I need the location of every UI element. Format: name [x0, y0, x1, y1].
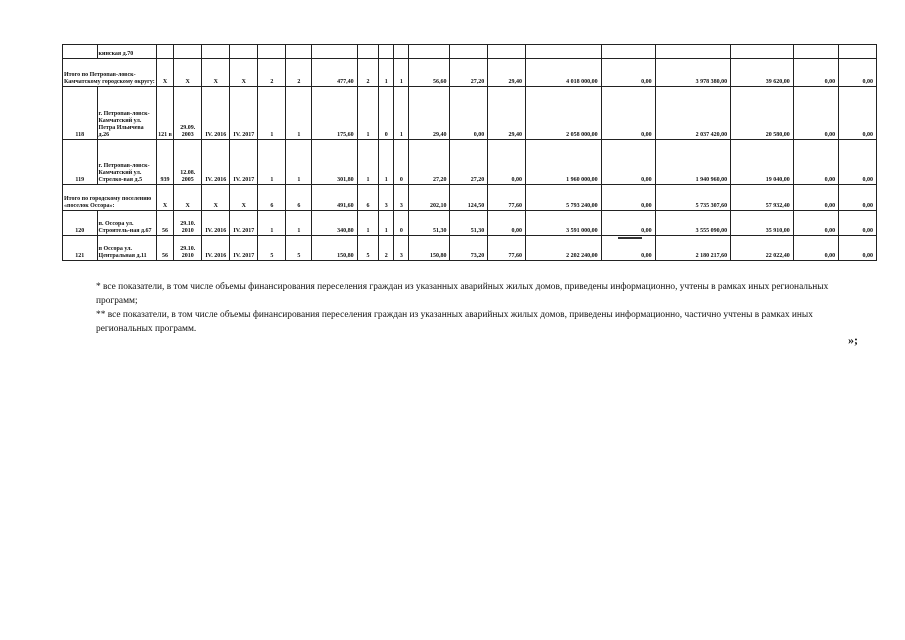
table-row — [63, 87, 877, 140]
table-cell: 29.09. 2003 — [174, 87, 202, 140]
table-cell: X — [230, 59, 258, 87]
table-cell: 301,80 — [312, 140, 357, 185]
table-cell: X — [202, 185, 230, 211]
table-cell: 0 — [394, 211, 409, 236]
table-cell: 20 580,00 — [731, 87, 794, 140]
table-cell: 0,00 — [793, 59, 838, 87]
footnote-1: * все показатели, в том числе объемы финансирования переселения граждан из указанных аварийных жилых домов, приведены информационно, учтены в рамках иных региональных программ; — [96, 282, 829, 306]
table-cell: 3 — [394, 236, 409, 261]
table-cell: 0,00 — [601, 236, 655, 261]
table-row — [63, 140, 877, 185]
table-cell: X — [174, 185, 202, 211]
table-cell: 2 — [258, 59, 286, 87]
table-cell: 57 932,40 — [731, 185, 794, 211]
table-cell: 0,00 — [793, 211, 838, 236]
table-cell: X — [156, 59, 173, 87]
table-cell: 1 — [394, 87, 409, 140]
scan-mark — [618, 237, 642, 239]
table-cell: 1 — [394, 59, 409, 87]
table-cell: 121 в — [156, 87, 173, 140]
table-cell: 56 — [156, 211, 173, 236]
closing-quote: »; — [848, 333, 858, 347]
table-cell: 6 — [258, 185, 286, 211]
table-cell: 29,40 — [488, 87, 526, 140]
table-cell: 3 978 380,00 — [655, 59, 731, 87]
table-cell: 0,00 — [839, 236, 877, 261]
table-cell: 175,60 — [312, 87, 357, 140]
table-cell: 0,00 — [488, 140, 526, 185]
table-cell: IV. 2016 — [202, 87, 230, 140]
table-cell: 6 — [286, 185, 312, 211]
table-cell: 2 202 240,00 — [526, 236, 602, 261]
table-cell: 5 — [357, 236, 379, 261]
table-cell: 1 — [357, 140, 379, 185]
table-cell: 29,40 — [488, 59, 526, 87]
table-cell: X — [174, 59, 202, 87]
table-cell: 0,00 — [839, 87, 877, 140]
table-cell: 0,00 — [601, 59, 655, 87]
table-cell: 0,00 — [450, 87, 488, 140]
table-cell: 27,20 — [450, 140, 488, 185]
table-cell: 73,20 — [450, 236, 488, 261]
table-cell: 0 — [394, 140, 409, 185]
table-cell: 150,80 — [312, 236, 357, 261]
table-row-subtotal — [63, 185, 877, 211]
cell-num — [63, 45, 98, 59]
table-cell: 0,00 — [839, 211, 877, 236]
table-cell: 6 — [357, 185, 379, 211]
table-cell: 2 — [357, 59, 379, 87]
table-cell: 3 591 000,00 — [526, 211, 602, 236]
table-cell: 0,00 — [601, 185, 655, 211]
table-cell: 0,00 — [839, 59, 877, 87]
table-cell: 5 735 307,60 — [655, 185, 731, 211]
table-cell: 1 — [258, 87, 286, 140]
table-cell: 1 — [258, 140, 286, 185]
table-cell: IV. 2017 — [230, 236, 258, 261]
table-cell: IV. 2017 — [230, 87, 258, 140]
table-cell: 202,10 — [409, 185, 450, 211]
table-cell: 77,60 — [488, 185, 526, 211]
table-cell: 0,00 — [839, 185, 877, 211]
table-cell: 51,30 — [409, 211, 450, 236]
table-cell: 1 — [286, 140, 312, 185]
table-cell: 39 620,00 — [731, 59, 794, 87]
table-cell: 3 — [379, 185, 394, 211]
table-cell: 1 — [379, 59, 394, 87]
table-cell: 0,00 — [601, 211, 655, 236]
table-cell: 5 — [286, 236, 312, 261]
table-cell: 1 960 000,00 — [526, 140, 602, 185]
table-cell: 340,80 — [312, 211, 357, 236]
cell-num: 119 — [63, 140, 98, 185]
subtotal-label: Итого по городскому поселению «поселок Оссора»: — [63, 185, 157, 211]
table-cell: X — [156, 185, 173, 211]
cell-num: 120 — [63, 211, 98, 236]
table-cell: 2 180 217,60 — [655, 236, 731, 261]
table-cell: 29,40 — [409, 87, 450, 140]
table-cell: 0,00 — [601, 87, 655, 140]
table-cell: 491,60 — [312, 185, 357, 211]
table-cell: 1 — [357, 211, 379, 236]
table-cell: 2 — [379, 236, 394, 261]
table-cell: 0,00 — [793, 87, 838, 140]
table-cell: 124,50 — [450, 185, 488, 211]
table-cell: 22 022,40 — [731, 236, 794, 261]
table-cell: 4 018 000,00 — [526, 59, 602, 87]
table-cell: 0,00 — [793, 140, 838, 185]
table-row — [63, 211, 877, 236]
table-cell: 56,60 — [409, 59, 450, 87]
table-cell: 0 — [379, 87, 394, 140]
table-cell: 1 — [286, 87, 312, 140]
table-cell: 29.10. 2010 — [174, 236, 202, 261]
table-cell: 35 910,00 — [731, 211, 794, 236]
cell-address: п Оссора ул. Центральная д.11 — [97, 236, 156, 261]
footnote-2: ** все показатели, в том числе объемы финансирования переселения граждан из указанных аварийных жилых домов, приведены информационно, частично учтены в рамках иных региональных программ. — [96, 310, 813, 334]
table-cell: 12.08. 2005 — [174, 140, 202, 185]
table-cell: X — [202, 59, 230, 87]
table-cell: 1 940 960,00 — [655, 140, 731, 185]
table-cell: 27,20 — [409, 140, 450, 185]
table-cell: 1 — [357, 87, 379, 140]
cell-address: кинская д.70 — [97, 45, 156, 59]
table-cell: 1 — [258, 211, 286, 236]
table-cell: 27,20 — [450, 59, 488, 87]
table-cell: IV. 2016 — [202, 140, 230, 185]
table-cell: 5 793 240,00 — [526, 185, 602, 211]
table-cell: 2 037 420,00 — [655, 87, 731, 140]
table-row-subtotal — [63, 59, 877, 87]
cell-num: 121 — [63, 236, 98, 261]
table-cell: IV. 2016 — [202, 236, 230, 261]
table-cell: 2 058 000,00 — [526, 87, 602, 140]
table-cell: 939 — [156, 140, 173, 185]
table-cell: X — [230, 185, 258, 211]
footnotes — [96, 280, 866, 336]
table-cell: 1 — [286, 211, 312, 236]
table-cell: 1 — [379, 140, 394, 185]
table-cell: 29.10. 2010 — [174, 211, 202, 236]
table-cell: 51,30 — [450, 211, 488, 236]
cell-address: г. Петропав-ловск-Камчатский ул. Петра Ильичева д.26 — [97, 87, 156, 140]
table-cell: 150,80 — [409, 236, 450, 261]
table-cell: 477,40 — [312, 59, 357, 87]
table-cell: 0,00 — [793, 185, 838, 211]
cell-num: 118 — [63, 87, 98, 140]
table-cell: 19 040,00 — [731, 140, 794, 185]
table-cell: 0,00 — [793, 236, 838, 261]
cell-address: г. Петропав-ловск-Камчатский ул. Стрелко-вая д.5 — [97, 140, 156, 185]
table-cell: IV. 2017 — [230, 140, 258, 185]
table-cell: IV. 2016 — [202, 211, 230, 236]
table-cell: 2 — [286, 59, 312, 87]
table-cell: 0,00 — [488, 211, 526, 236]
table-cell: IV. 2017 — [230, 211, 258, 236]
table-cell: 1 — [379, 211, 394, 236]
table-row — [63, 45, 877, 59]
cell-address: п. Оссора ул. Строитель-ная д.67 — [97, 211, 156, 236]
table-cell: 0,00 — [839, 140, 877, 185]
resettlement-table — [62, 44, 877, 261]
subtotal-label: Итого по Петропав-ловск-Камчатскому городскому округу: — [63, 59, 157, 87]
table-cell: 5 — [258, 236, 286, 261]
table-cell: 56 — [156, 236, 173, 261]
table-row — [63, 236, 877, 261]
table-cell: 0,00 — [601, 140, 655, 185]
table-cell: 77,60 — [488, 236, 526, 261]
table-cell: 3 555 090,00 — [655, 211, 731, 236]
table-cell: 3 — [394, 185, 409, 211]
